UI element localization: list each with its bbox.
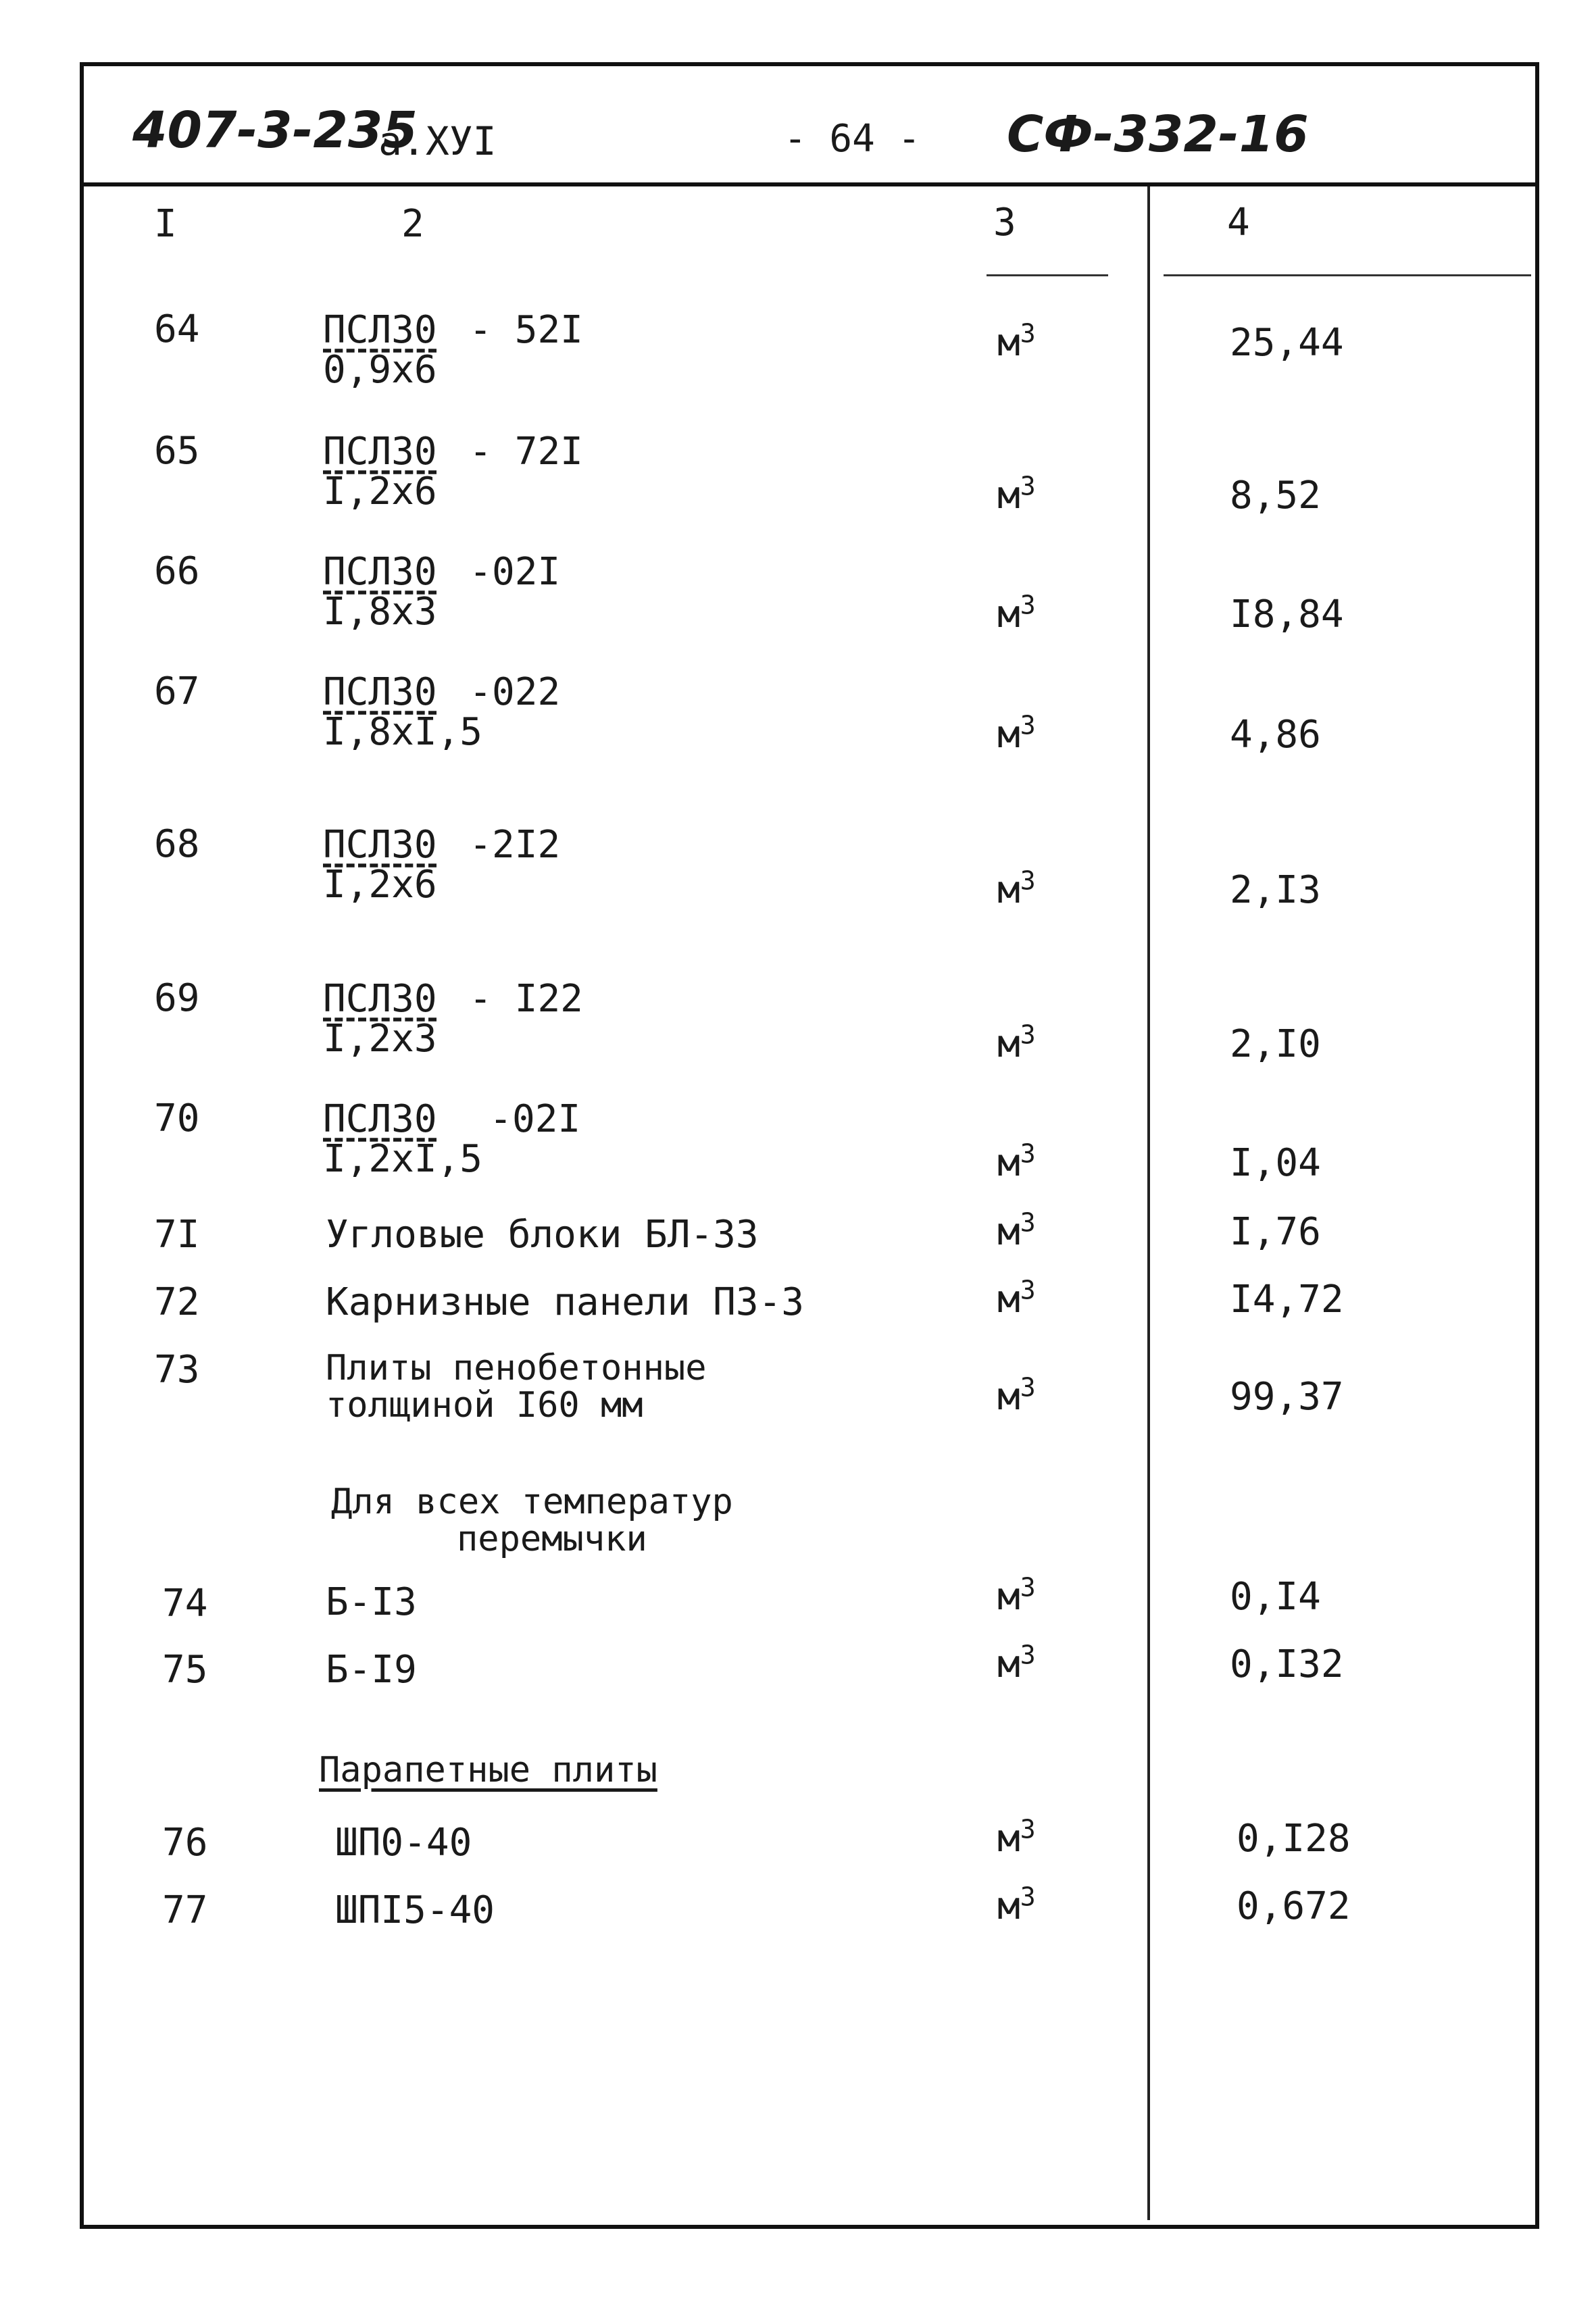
item-name: Б-I9 (326, 1648, 417, 1692)
mark-suffix: - 52I (469, 308, 583, 352)
unit: $м^3$ (997, 1207, 1036, 1254)
row-number: 68 (154, 822, 200, 866)
album-label: а.XУI (378, 118, 497, 164)
item-name (323, 308, 583, 392)
size: I,8x3 (323, 589, 437, 634)
unit: $м^3$ (997, 1814, 1036, 1861)
value: I,04 (1230, 1141, 1321, 1185)
item-name (326, 1350, 707, 1424)
unit: $м^3$ (997, 1372, 1036, 1419)
value: 99,37 (1230, 1375, 1344, 1419)
section-heading-line: перемычки (457, 1518, 647, 1559)
size: I,2xI,5 (323, 1136, 483, 1181)
item-name: Угловые блоки БЛ-33 (326, 1213, 759, 1257)
item-name (323, 670, 561, 754)
page-number: - 64 - (784, 117, 921, 161)
row-number: 72 (154, 1280, 200, 1324)
section-heading: Парапетные плиты (319, 1750, 657, 1790)
item-name: Б-I3 (326, 1580, 417, 1624)
value: 8,52 (1230, 474, 1321, 518)
mark-suffix: - 72I (469, 430, 583, 474)
item-name: Карнизные панели ПЗ-3 (326, 1280, 805, 1324)
mark: ПСЛ30 (323, 550, 437, 594)
item-name (323, 823, 561, 907)
value: I4,72 (1230, 1278, 1344, 1322)
mark: ПСЛ30 (323, 430, 437, 474)
row-number: 64 (154, 307, 200, 351)
value: 0,I4 (1230, 1575, 1321, 1619)
doc-code: 407-3-235 (132, 101, 418, 159)
value: I8,84 (1230, 593, 1344, 636)
row-number: 73 (154, 1348, 200, 1392)
unit: $м^3$ (997, 1640, 1036, 1686)
unit: $м^3$ (997, 590, 1036, 636)
size: I,2x6 (323, 469, 437, 513)
row-number: 76 (162, 1821, 208, 1865)
item-name-line: толщиной I60 мм (326, 1384, 643, 1426)
mark: ПСЛ30 (323, 308, 437, 352)
item-name: ШПI5-40 (335, 1888, 495, 1932)
size: I,2x6 (323, 862, 437, 907)
mark: ПСЛ30 (323, 977, 437, 1021)
mark-suffix: -2I2 (469, 823, 561, 867)
value: 2,I0 (1230, 1022, 1321, 1066)
row-number: 74 (162, 1582, 208, 1626)
mark-suffix: -022 (469, 670, 561, 714)
col-head-underline (987, 274, 1108, 276)
col-head-2: 2 (401, 202, 424, 246)
value: 0,I28 (1237, 1817, 1351, 1861)
col-head-4: 4 (1227, 201, 1250, 245)
row-number: 66 (154, 549, 200, 593)
unit: $м^3$ (997, 1572, 1036, 1619)
value: 2,I3 (1230, 868, 1321, 912)
row-number: 67 (154, 670, 200, 713)
item-name-line: Плиты пенобетонные (326, 1348, 707, 1388)
mark-suffix: -02I (489, 1097, 581, 1141)
size: I,8xI,5 (323, 709, 483, 754)
mark-suffix: -02I (469, 550, 561, 594)
item-name (323, 550, 561, 634)
mark: ПСЛ30 (323, 670, 437, 714)
col-head-3: 3 (993, 201, 1016, 245)
sheet-code: СФ-332-16 (1007, 105, 1309, 164)
col-head-underline (1164, 274, 1531, 276)
section-heading (331, 1484, 733, 1557)
item-name (323, 1097, 581, 1181)
unit: $м^3$ (997, 1275, 1036, 1322)
value: 4,86 (1230, 713, 1321, 757)
column-separator (1147, 186, 1150, 2220)
value: 0,I32 (1230, 1642, 1344, 1686)
value: 0,672 (1237, 1884, 1351, 1928)
value: I,76 (1230, 1210, 1321, 1254)
unit: $м^3$ (997, 471, 1036, 518)
col-head-1: I (154, 202, 177, 246)
row-number: 69 (154, 976, 200, 1020)
unit: $м^3$ (997, 865, 1036, 912)
row-number: 70 (154, 1097, 200, 1140)
item-name (323, 977, 583, 1061)
unit: $м^3$ (997, 318, 1036, 365)
size: I,2x3 (323, 1016, 437, 1061)
unit: $м^3$ (997, 1882, 1036, 1928)
mark: ПСЛ30 (323, 823, 437, 867)
mark-suffix: - I22 (469, 977, 583, 1021)
unit: $м^3$ (997, 1020, 1036, 1066)
row-number: 75 (162, 1648, 208, 1692)
item-name (323, 432, 583, 512)
unit: $м^3$ (997, 710, 1036, 757)
value: 25,44 (1230, 321, 1344, 365)
mark: ПСЛ30 (323, 1097, 437, 1141)
row-number: 77 (162, 1888, 208, 1932)
header-divider (80, 182, 1535, 186)
size: 0,9x6 (323, 347, 437, 392)
unit: $м^3$ (997, 1138, 1036, 1185)
item-name: ШП0-40 (335, 1821, 472, 1865)
row-number: 65 (154, 429, 200, 473)
section-heading-line: Для всех температур (331, 1482, 733, 1522)
row-number: 7I (154, 1213, 200, 1257)
